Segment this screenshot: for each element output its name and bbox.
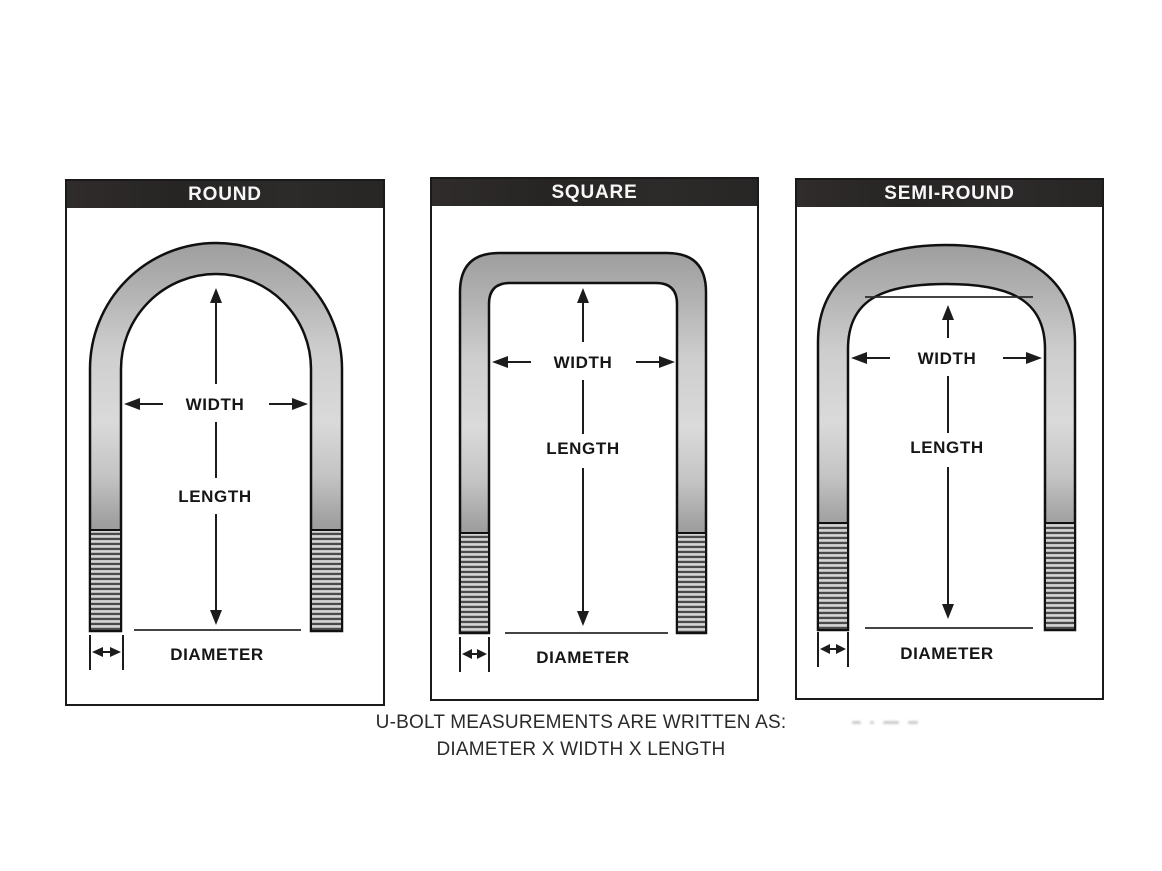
caption [0,709,1162,763]
panel-header-square [432,179,757,206]
length-label: LENGTH [178,487,252,506]
panel-header-round [67,181,383,208]
caption-line-1: U-BOLT MEASUREMENTS ARE WRITTEN AS: [375,712,787,733]
width-label: WIDTH [185,395,245,414]
width-label: WIDTH [553,353,613,372]
caption-line-2: DIAMETER X WIDTH X LENGTH [436,739,726,760]
scan-artifact [852,714,952,724]
panel-title-square: SQUARE [551,181,638,203]
ubolt-panel-semi-round [795,178,1104,700]
diameter-arrow [818,632,848,667]
diameter-arrow [90,635,123,670]
diameter-arrow [460,637,489,672]
panel-title-semi-round: SEMI-ROUND [884,182,1015,204]
width-label: WIDTH [917,349,977,368]
length-arrow [210,288,222,625]
thread-right [1045,523,1075,630]
ubolt-drawing-round [67,208,383,702]
thread-right [677,533,706,633]
diameter-label: DIAMETER [170,645,264,664]
diameter-label: DIAMETER [536,648,630,667]
ubolt-drawing-square [432,206,757,697]
panel-title-round: ROUND [188,183,262,205]
ubolt-panel-round [65,179,385,706]
ubolt-panel-square [430,177,759,701]
thread-left [460,533,489,633]
ubolt-drawing-semi-round [797,207,1102,696]
length-label: LENGTH [910,438,984,457]
thread-left [90,530,121,631]
length-label: LENGTH [546,439,620,458]
thread-left [818,523,848,630]
thread-right [311,530,342,631]
panel-header-semi-round [797,180,1102,207]
diameter-label: DIAMETER [900,644,994,663]
